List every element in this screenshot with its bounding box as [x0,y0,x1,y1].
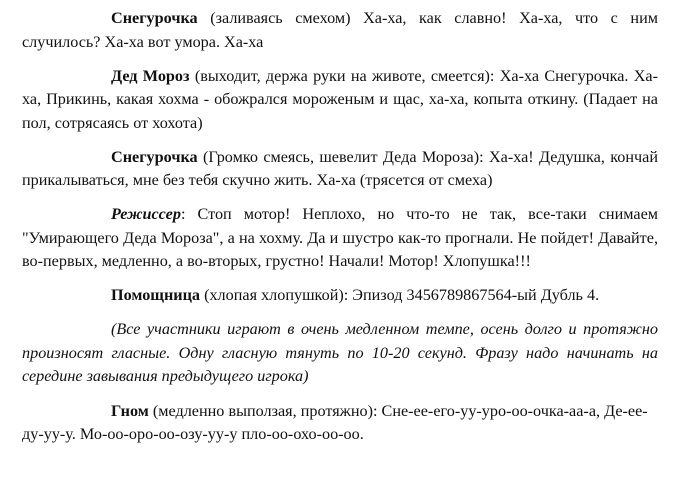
dialogue-text: (Громко смеясь, шевелит Деда Мороза): Ха-ха! Дедушка, кончай прикалываться, мне без тебя скучно жить. Ха-ха (трясется от смеха) [22,147,658,190]
dialogue-text: (медленно выползая, протяжно): Сне-ее-его-уу-уро-оо-очка-аа-а, Де-ее-ду-уу-у. Мо-оо-оро-оо-озу-уу-у пло-оо-охо-оо-оо. [22,401,648,444]
speaker-name: Режиссер [111,205,181,224]
stage-direction [22,318,658,389]
dialogue-text: (хлопая хлопушкой): Эпизод 3456789867564-ый Дубль 4. [200,286,600,305]
dialogue-pomoshchnitsa [22,284,658,308]
dialogue-rezhisser [22,203,658,274]
speaker-name: Дед Мороз [111,66,190,85]
dialogue-text: : Стоп мотор! Неплохо, но что-то не так, все-таки снимаем "Умирающего Деда Мороза", а на хохму. Да и шустро как-то прогнали. Не пойдет! Давайте, во-первых, медленно, а во-вторых, грустно! Начали! Мотор! Хлопушка!!! [22,205,658,271]
speaker-name: Помощница [111,286,201,305]
dialogue-text: (выходит, держа руки на животе, смеется): Ха-ха Снегурочка. Ха-ха, Прикинь, какая хохма - обожрался мороженым и щас, ха-ха, копыта откину. (Падает на пол, сотрясаясь от хохота) [22,66,658,132]
dialogue-gnom [22,400,658,447]
script-page [22,7,658,457]
stage-direction-text: (Все участники играют в очень медленном темпе, осень долго и протяжно произносят гласные. Одну гласную тянуть по 10-20 секунд. Фразу надо начинать на середине завывания предыдущего игрока) [22,320,658,386]
dialogue-snegurochka-1 [22,7,658,54]
dialogue-ded-moroz [22,65,658,136]
speaker-name: Гном [111,401,149,420]
speaker-name: Снегурочка [111,147,198,166]
dialogue-text: (заливаясь смехом) Ха-ха, как славно! Ха-ха, что с ним случилось? Ха-ха вот умора. Ха-ха [22,9,658,51]
speaker-name: Снегурочка [111,9,198,27]
dialogue-snegurochka-2 [22,146,658,193]
